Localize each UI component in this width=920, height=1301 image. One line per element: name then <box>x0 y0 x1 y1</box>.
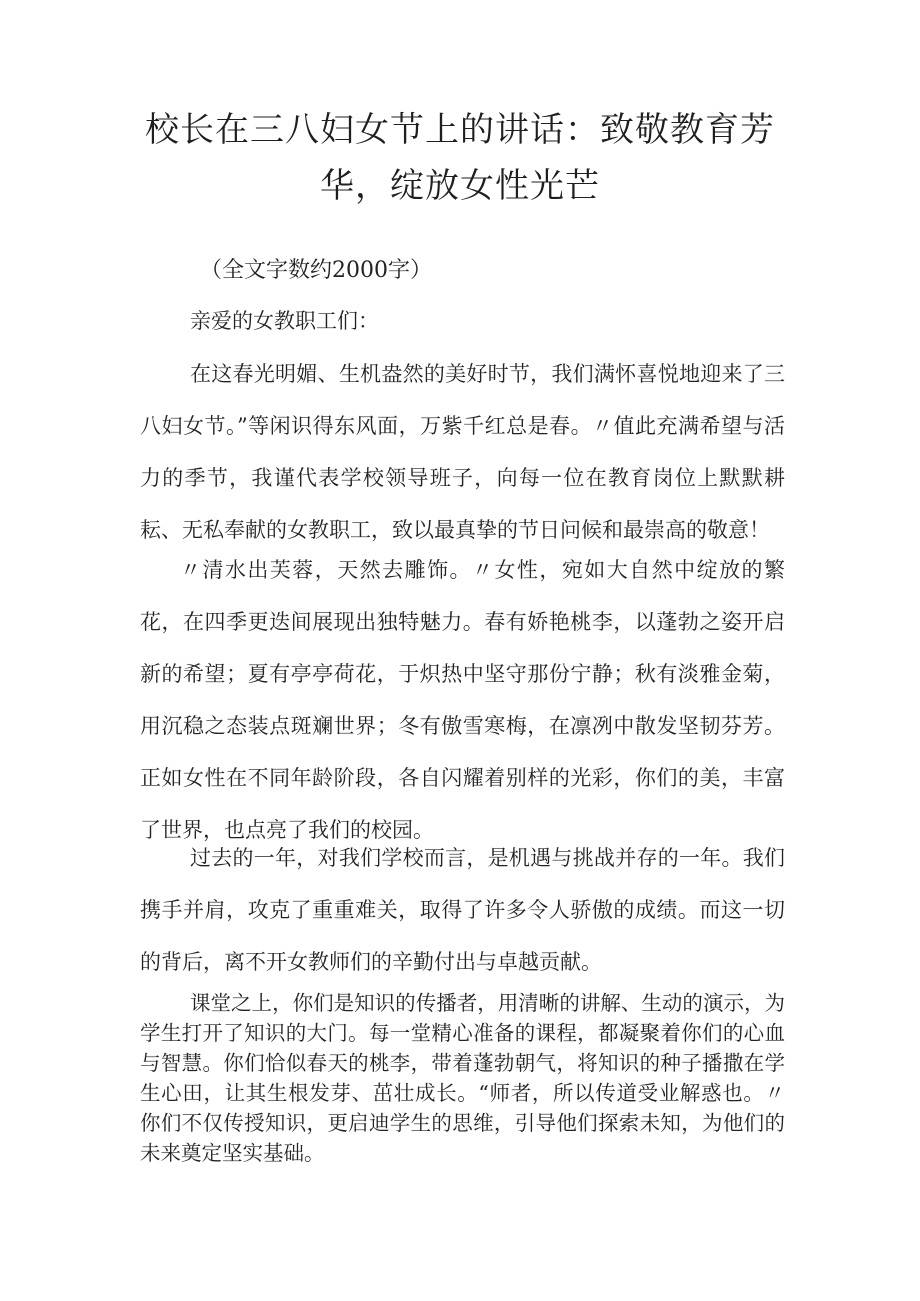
paragraph-2: 〃清水出芙蓉，天然去雕饰。〃女性，宛如大自然中绽放的繁花，在四季更迭间展现出独特魅力。春有娇艳桃李，以蓬勃之姿开启新的希望；夏有亭亭荷花，于炽热中坚守那份宁静；秋有淡雅金菊，用沉稳之态装点斑斓世界；冬有傲雪寒梅，在凛冽中散发坚韧芬芳。正如女性在不同年龄阶段，各自闪耀着别样的光彩，你们的美，丰富了世界，也点亮了我们的校园。 <box>140 558 785 842</box>
word-count-note: （全文字数约2000字） <box>200 258 432 283</box>
paragraph-3: 过去的一年，对我们学校而言，是机遇与挑战并存的一年。我们携手并肩，攻克了重重难关，取得了许多令人骄傲的成绩。而这一切的背后，离不开女教师们的辛勤付出与卓越贡献。 <box>140 846 785 974</box>
paragraph-1: 在这春光明媚、生机盎然的美好时节，我们满怀喜悦地迎来了三八妇女节。”等闲识得东风面，万紫千红总是春。〃值此充满希望与活力的季节，我谨代表学校领导班子，向每一位在教育岗位上默默耕耘、无私奉献的女教职工，致以最真挚的节日问候和最崇高的敬意！ <box>140 362 785 542</box>
salutation: 亲爱的女教职工们： <box>190 309 379 333</box>
page-title: 校长在三八妇女节上的讲话：致敬教育芳华，绽放女性光芒 <box>145 110 775 206</box>
paragraph-4: 课堂之上，你们是知识的传播者，用清晰的讲解、生动的演示，为学生打开了知识的大门。每一堂精心准备的课程，都凝聚着你们的心血与智慧。你们恰似春天的桃李，带着蓬勃朝气，将知识的种子播撒在学生心田，让其生根发芽、茁壮成长。“师者，所以传道受业解惑也。〃你们不仅传授知识，更启迪学生的思维，引导他们探索未知，为他们的未来奠定坚实基础。 <box>140 991 785 1165</box>
